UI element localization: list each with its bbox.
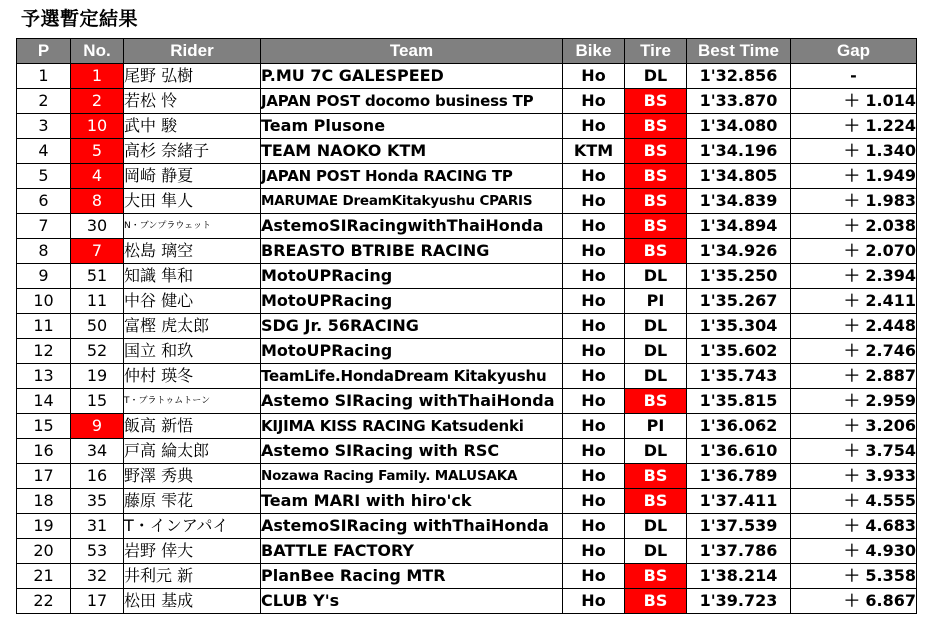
cell-bike: Ho <box>563 514 625 539</box>
results-table <box>16 38 917 614</box>
cell-bike: Ho <box>563 314 625 339</box>
cell-tire: BS <box>625 114 687 139</box>
cell-gap: ＋ 2.394 <box>791 264 917 289</box>
cell-best-time: 1'38.214 <box>687 564 791 589</box>
cell-gap: ＋ 2.887 <box>791 364 917 389</box>
cell-gap: ＋ 1.340 <box>791 139 917 164</box>
table-row <box>17 364 917 389</box>
cell-bike: Ho <box>563 289 625 314</box>
header-rider: Rider <box>124 39 261 64</box>
cell-team: CLUB Y's <box>261 589 563 614</box>
cell-team: Astemo SIRacing with RSC <box>261 439 563 464</box>
cell-rider: 国立 和玖 <box>124 339 261 364</box>
cell-team: Team MARI with hiro'ck <box>261 489 563 514</box>
cell-best-time: 1'34.926 <box>687 239 791 264</box>
cell-rider: 井利元 新 <box>124 564 261 589</box>
cell-rider: 松田 基成 <box>124 589 261 614</box>
cell-gap: ＋ 3.206 <box>791 414 917 439</box>
cell-gap: ＋ 2.746 <box>791 339 917 364</box>
cell-best-time: 1'35.743 <box>687 364 791 389</box>
cell-tire: BS <box>625 89 687 114</box>
cell-position: 21 <box>17 564 71 589</box>
cell-rider: 高杉 奈緒子 <box>124 139 261 164</box>
cell-position: 5 <box>17 164 71 189</box>
cell-number: 34 <box>71 439 124 464</box>
cell-number: 4 <box>71 164 124 189</box>
cell-bike: Ho <box>563 64 625 89</box>
cell-rider: T・インアパイ <box>124 514 261 539</box>
cell-rider: 知識 隼和 <box>124 264 261 289</box>
table-row <box>17 389 917 414</box>
table-row <box>17 339 917 364</box>
cell-bike: Ho <box>563 364 625 389</box>
cell-number: 32 <box>71 564 124 589</box>
cell-number: 1 <box>71 64 124 89</box>
cell-tire: DL <box>625 339 687 364</box>
cell-rider: N・ブンプラウェット <box>124 214 261 239</box>
cell-position: 8 <box>17 239 71 264</box>
cell-best-time: 1'35.267 <box>687 289 791 314</box>
cell-tire: BS <box>625 214 687 239</box>
table-row <box>17 314 917 339</box>
cell-team: MotoUPRacing <box>261 289 563 314</box>
cell-position: 12 <box>17 339 71 364</box>
table-row <box>17 214 917 239</box>
cell-tire: DL <box>625 364 687 389</box>
header-bike: Bike <box>563 39 625 64</box>
cell-gap: ＋ 1.224 <box>791 114 917 139</box>
cell-tire: BS <box>625 239 687 264</box>
cell-position: 9 <box>17 264 71 289</box>
cell-number: 15 <box>71 389 124 414</box>
cell-team: SDG Jr. 56RACING <box>261 314 563 339</box>
cell-bike: Ho <box>563 564 625 589</box>
cell-best-time: 1'34.196 <box>687 139 791 164</box>
cell-number: 19 <box>71 364 124 389</box>
cell-rider: T・ブラトゥムトーン <box>124 389 261 414</box>
cell-best-time: 1'39.723 <box>687 589 791 614</box>
cell-team: AstemoSIRacing withThaiHonda <box>261 514 563 539</box>
cell-rider: 大田 隼人 <box>124 189 261 214</box>
cell-gap: ＋ 5.358 <box>791 564 917 589</box>
table-row <box>17 139 917 164</box>
cell-number: 52 <box>71 339 124 364</box>
cell-position: 20 <box>17 539 71 564</box>
cell-position: 16 <box>17 439 71 464</box>
cell-bike: Ho <box>563 589 625 614</box>
table-row <box>17 439 917 464</box>
header-pos: P <box>17 39 71 64</box>
table-row <box>17 89 917 114</box>
cell-number: 17 <box>71 589 124 614</box>
cell-bike: Ho <box>563 414 625 439</box>
cell-tire: PI <box>625 289 687 314</box>
cell-team: MotoUPRacing <box>261 339 563 364</box>
cell-tire: PI <box>625 414 687 439</box>
cell-tire: DL <box>625 539 687 564</box>
table-row <box>17 64 917 89</box>
table-row <box>17 564 917 589</box>
cell-rider: 仲村 瑛冬 <box>124 364 261 389</box>
cell-team: BATTLE FACTORY <box>261 539 563 564</box>
cell-gap: - <box>791 64 917 89</box>
cell-position: 7 <box>17 214 71 239</box>
table-row <box>17 114 917 139</box>
cell-tire: BS <box>625 589 687 614</box>
header-best-time: Best Time <box>687 39 791 64</box>
table-row <box>17 414 917 439</box>
cell-best-time: 1'36.610 <box>687 439 791 464</box>
cell-team: PlanBee Racing MTR <box>261 564 563 589</box>
table-row <box>17 539 917 564</box>
cell-bike: Ho <box>563 264 625 289</box>
cell-team: MARUMAE DreamKitakyushu CPARIS <box>261 189 563 214</box>
cell-best-time: 1'37.786 <box>687 539 791 564</box>
table-row <box>17 464 917 489</box>
cell-best-time: 1'32.856 <box>687 64 791 89</box>
cell-bike: Ho <box>563 339 625 364</box>
cell-position: 10 <box>17 289 71 314</box>
table-row <box>17 164 917 189</box>
cell-rider: 岡崎 静夏 <box>124 164 261 189</box>
cell-rider: 松島 璃空 <box>124 239 261 264</box>
cell-best-time: 1'33.870 <box>687 89 791 114</box>
cell-rider: 野澤 秀典 <box>124 464 261 489</box>
cell-position: 19 <box>17 514 71 539</box>
cell-tire: BS <box>625 564 687 589</box>
cell-bike: Ho <box>563 439 625 464</box>
cell-tire: DL <box>625 64 687 89</box>
cell-bike: Ho <box>563 214 625 239</box>
cell-best-time: 1'34.839 <box>687 189 791 214</box>
cell-position: 22 <box>17 589 71 614</box>
cell-best-time: 1'34.080 <box>687 114 791 139</box>
cell-position: 1 <box>17 64 71 89</box>
cell-gap: ＋ 6.867 <box>791 589 917 614</box>
cell-team: TEAM NAOKO KTM <box>261 139 563 164</box>
cell-number: 5 <box>71 139 124 164</box>
header-row <box>17 39 917 64</box>
page-title: 予選暫定結果 <box>21 8 139 30</box>
cell-tire: DL <box>625 264 687 289</box>
cell-number: 11 <box>71 289 124 314</box>
cell-position: 2 <box>17 89 71 114</box>
cell-position: 18 <box>17 489 71 514</box>
cell-gap: ＋ 2.038 <box>791 214 917 239</box>
cell-position: 13 <box>17 364 71 389</box>
cell-tire: BS <box>625 389 687 414</box>
cell-position: 3 <box>17 114 71 139</box>
cell-bike: Ho <box>563 239 625 264</box>
cell-rider: 武中 駿 <box>124 114 261 139</box>
table-row <box>17 589 917 614</box>
cell-number: 31 <box>71 514 124 539</box>
cell-rider: 若松 怜 <box>124 89 261 114</box>
cell-best-time: 1'37.539 <box>687 514 791 539</box>
cell-team: Team Plusone <box>261 114 563 139</box>
cell-team: BREASTO BTRIBE RACING <box>261 239 563 264</box>
cell-number: 16 <box>71 464 124 489</box>
cell-best-time: 1'36.062 <box>687 414 791 439</box>
header-tire: Tire <box>625 39 687 64</box>
cell-bike: Ho <box>563 389 625 414</box>
cell-best-time: 1'35.304 <box>687 314 791 339</box>
cell-best-time: 1'35.250 <box>687 264 791 289</box>
cell-team: AstemoSIRacingwithThaiHonda <box>261 214 563 239</box>
cell-gap: ＋ 2.070 <box>791 239 917 264</box>
cell-position: 14 <box>17 389 71 414</box>
cell-position: 11 <box>17 314 71 339</box>
cell-position: 17 <box>17 464 71 489</box>
header-team: Team <box>261 39 563 64</box>
cell-position: 15 <box>17 414 71 439</box>
cell-bike: Ho <box>563 89 625 114</box>
cell-gap: ＋ 1.983 <box>791 189 917 214</box>
table-row <box>17 489 917 514</box>
cell-number: 53 <box>71 539 124 564</box>
cell-best-time: 1'37.411 <box>687 489 791 514</box>
cell-team: TeamLife.HondaDream Kitakyushu <box>261 364 563 389</box>
table-row <box>17 239 917 264</box>
cell-gap: ＋ 1.949 <box>791 164 917 189</box>
cell-number: 51 <box>71 264 124 289</box>
table-row <box>17 189 917 214</box>
cell-bike: Ho <box>563 114 625 139</box>
cell-rider: 富樫 虎太郎 <box>124 314 261 339</box>
cell-team: JAPAN POST docomo business TP <box>261 89 563 114</box>
cell-team: Astemo SIRacing withThaiHonda <box>261 389 563 414</box>
cell-bike: Ho <box>563 489 625 514</box>
cell-gap: ＋ 3.933 <box>791 464 917 489</box>
cell-bike: Ho <box>563 539 625 564</box>
cell-team: Nozawa Racing Family. MALUSAKA <box>261 464 563 489</box>
table-row <box>17 514 917 539</box>
cell-bike: KTM <box>563 139 625 164</box>
results-body <box>17 64 917 614</box>
cell-number: 50 <box>71 314 124 339</box>
cell-best-time: 1'35.602 <box>687 339 791 364</box>
cell-gap: ＋ 2.959 <box>791 389 917 414</box>
table-row <box>17 264 917 289</box>
cell-number: 9 <box>71 414 124 439</box>
cell-best-time: 1'35.815 <box>687 389 791 414</box>
cell-number: 35 <box>71 489 124 514</box>
cell-best-time: 1'34.894 <box>687 214 791 239</box>
cell-rider: 岩野 倖大 <box>124 539 261 564</box>
header-no: No. <box>71 39 124 64</box>
cell-tire: BS <box>625 164 687 189</box>
cell-gap: ＋ 4.930 <box>791 539 917 564</box>
cell-gap: ＋ 3.754 <box>791 439 917 464</box>
cell-position: 4 <box>17 139 71 164</box>
cell-number: 10 <box>71 114 124 139</box>
cell-tire: BS <box>625 489 687 514</box>
cell-team: P.MU 7C GALESPEED <box>261 64 563 89</box>
cell-bike: Ho <box>563 164 625 189</box>
cell-best-time: 1'34.805 <box>687 164 791 189</box>
cell-number: 2 <box>71 89 124 114</box>
cell-number: 8 <box>71 189 124 214</box>
cell-tire: BS <box>625 139 687 164</box>
cell-tire: DL <box>625 439 687 464</box>
cell-gap: ＋ 2.448 <box>791 314 917 339</box>
cell-team: MotoUPRacing <box>261 264 563 289</box>
cell-rider: 中谷 健心 <box>124 289 261 314</box>
cell-position: 6 <box>17 189 71 214</box>
cell-gap: ＋ 2.411 <box>791 289 917 314</box>
cell-rider: 戸高 綸太郎 <box>124 439 261 464</box>
cell-bike: Ho <box>563 464 625 489</box>
header-gap: Gap <box>791 39 917 64</box>
cell-tire: BS <box>625 189 687 214</box>
cell-tire: DL <box>625 314 687 339</box>
cell-gap: ＋ 4.555 <box>791 489 917 514</box>
cell-rider: 藤原 雫花 <box>124 489 261 514</box>
cell-team: KIJIMA KISS RACING Katsudenki <box>261 414 563 439</box>
cell-tire: DL <box>625 514 687 539</box>
cell-bike: Ho <box>563 189 625 214</box>
cell-number: 7 <box>71 239 124 264</box>
cell-rider: 飯高 新悟 <box>124 414 261 439</box>
cell-rider: 尾野 弘樹 <box>124 64 261 89</box>
cell-tire: BS <box>625 464 687 489</box>
table-row <box>17 289 917 314</box>
cell-best-time: 1'36.789 <box>687 464 791 489</box>
cell-gap: ＋ 1.014 <box>791 89 917 114</box>
cell-team: JAPAN POST Honda RACING TP <box>261 164 563 189</box>
cell-number: 30 <box>71 214 124 239</box>
cell-gap: ＋ 4.683 <box>791 514 917 539</box>
